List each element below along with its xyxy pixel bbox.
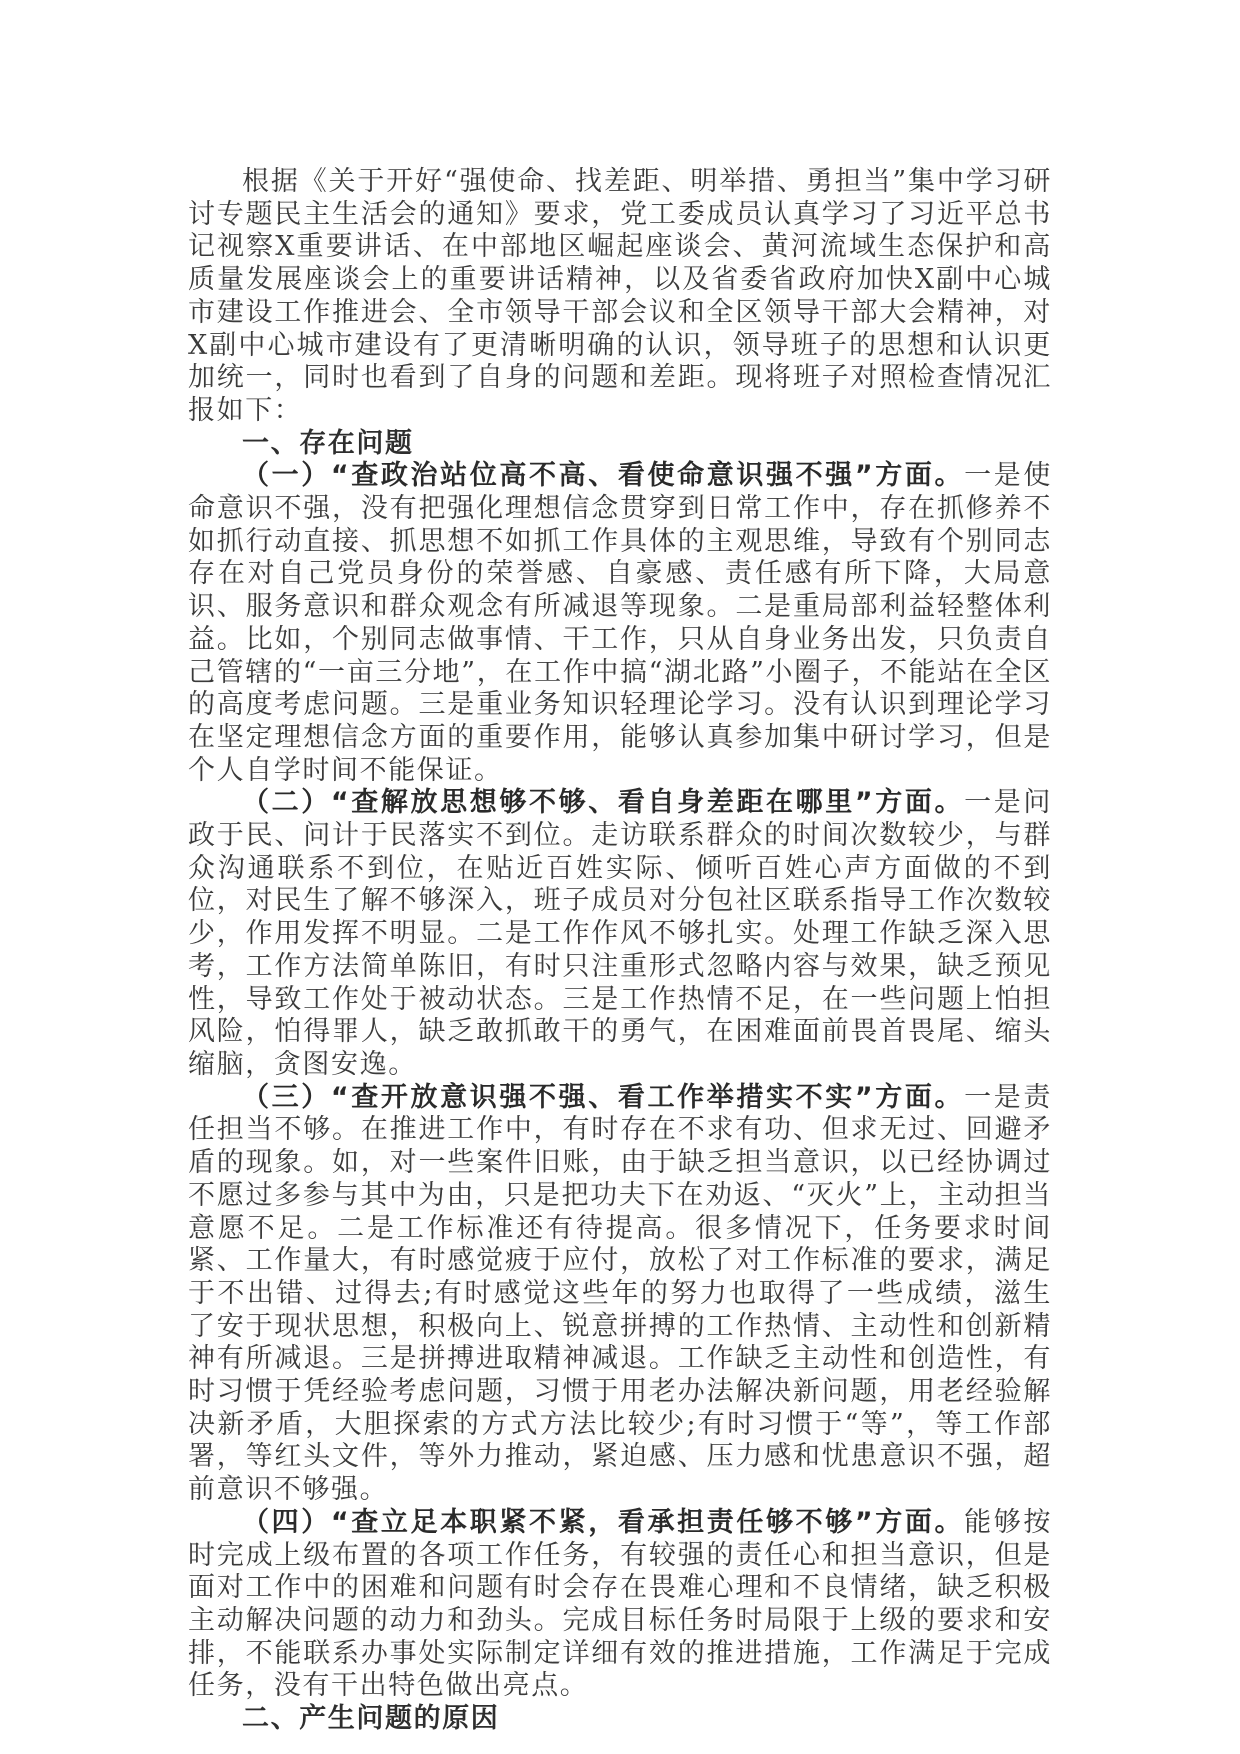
problem-item-1-title: （一）“查政治站位高不高、看使命意识强不强”方面。 xyxy=(242,460,965,492)
intro-paragraph: 根据《关于开好“强使命、找差距、明举措、勇担当”集中学习研讨专题民主生活会的通知》要求，党工委成员认真学习了习近平总书记视察X重要讲话、在中部地区崛起座谈会、黄河流域生态保护和高质量发展座谈会上的重要讲话精神，以及省委省政府加快X副中心城市建设工作推进会、全市领导干部会议和全区领导干部大会精神，对X副中心城市建设有了更清晰明确的认识，领导班子的思想和认识更加统一，同时也看到了自身的问题和差距。现将班子对照检查情况汇报如下： xyxy=(188,166,1052,426)
problem-item-1-body: 一是使命意识不强，没有把强化理想信念贯穿到日常工作中，存在抓修养不如抓行动直接、抓思想不如抓工作具体的主观思维，导致有个别同志存在对自己党员身份的荣誉感、自豪感、责任感有所下降，大局意识、服务意识和群众观念有所减退等现象。二是重局部利益轻整体利益。比如，个别同志做事情、干工作，只从自身业务出发，只负责自己管辖的“一亩三分地”，在工作中搞“湖北路”小圈子，不能站在全区的高度考虑问题。三是重业务知识轻理论学习。没有认识到理论学习在坚定理想信念方面的重要作用，能够认真参加集中研讨学习，但是个人自学时间不能保证。 xyxy=(188,460,1052,786)
problem-item-1 xyxy=(188,460,1052,787)
problem-item-4 xyxy=(188,1507,1052,1703)
problem-item-3-body: 一是责任担当不够。在推进工作中，有时存在不求有功、但求无过、回避矛盾的现象。如，对一些案件旧账，由于缺乏担当意识，以已经协调过不愿过多参与其中为由，只是把功夫下在劝返、“灭火”上，主动担当意愿不足。二是工作标准还有待提高。很多情况下，任务要求时间紧、工作量大，有时感觉疲于应付，放松了对工作标准的要求，满足于不出错、过得去;有时感觉这些年的努力也取得了一些成绩，滋生了安于现状思想，积极向上、锐意拼搏的工作热情、主动性和创新精神有所减退。三是拼搏进取精神减退。工作缺乏主动性和创造性，有时习惯于凭经验考虑问题，习惯于用老办法解决新问题，用老经验解决新矛盾，大胆探索的方式方法比较少;有时习惯于“等”，等工作部署，等红头文件，等外力推动，紧迫感、压力感和忧患意识不强，超前意识不够强。 xyxy=(188,1081,1052,1506)
section-heading-causes: 二、产生问题的原因 xyxy=(242,1703,500,1735)
problem-item-3-title: （三）“查开放意识强不强、看工作举措实不实”方面。 xyxy=(242,1081,965,1113)
problem-item-2-title: （二）“查解放思想够不够、看自身差距在哪里”方面。 xyxy=(242,787,965,819)
problem-item-4-body: 能够按时完成上级布置的各项工作任务，有较强的责任心和担当意识，但是面对工作中的困难和问题有时会存在畏难心理和不良情绪，缺乏积极主动解决问题的动力和劲头。完成目标任务时局限于上级的要求和安排，不能联系办事处实际制定详细有效的推进措施，工作满足于完成任务，没有干出特色做出亮点。 xyxy=(188,1506,1052,1702)
problem-item-2-body: 一是问政于民、问计于民落实不到位。走访联系群众的时间次数较少，与群众沟通联系不到位，在贴近百姓实际、倾听百姓心声方面做的不到位，对民生了解不够深入，班子成员对分包社区联系指导工作次数较少，作用发挥不明显。二是工作作风不够扎实。处理工作缺乏深入思考，工作方法简单陈旧，有时只注重形式忽略内容与效果，缺乏预见性，导致工作处于被动状态。三是工作热情不足，在一些问题上怕担风险，怕得罪人，缺乏敢抓敢干的勇气，在困难面前畏首畏尾、缩头缩脑，贪图安逸。 xyxy=(188,787,1052,1080)
document-page xyxy=(188,166,1052,1736)
problem-item-3 xyxy=(188,1082,1052,1507)
problem-item-4-title: （四）“查立足本职紧不紧，看承担责任够不够”方面。 xyxy=(242,1506,965,1538)
section-heading-problems: 一、存在问题 xyxy=(242,427,414,459)
problem-item-2 xyxy=(188,787,1052,1081)
